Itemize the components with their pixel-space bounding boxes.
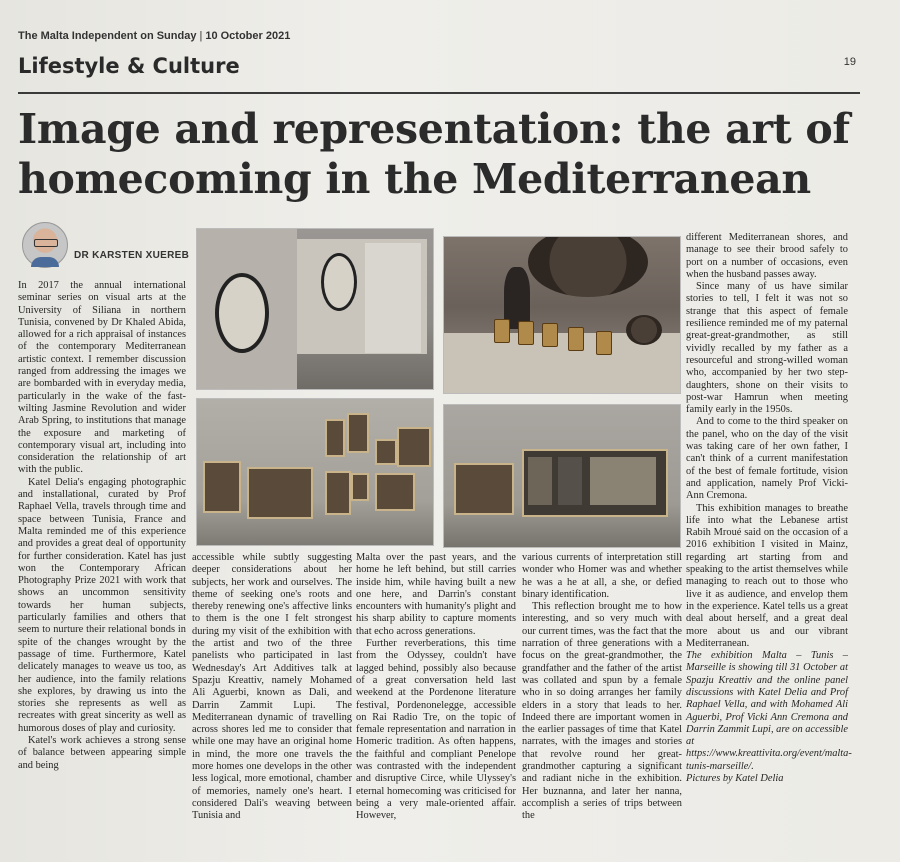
glasses-icon	[34, 239, 58, 247]
masthead	[18, 30, 290, 42]
publication-date: 10 October 2021	[205, 30, 291, 42]
picture-frame	[397, 427, 431, 467]
jar	[542, 323, 558, 347]
article-column-4	[522, 552, 682, 823]
paragraph: Since many of us have similar stories to tell, I felt it was not so strange that this aspect of female resilience reminded me of my paternal great-great-grandmother, as still vividly recalled by my father as a resourceful and strong-willed woman who, accompanied by her two step-daughters, shone on their visits to post-war Hamrun when meeting family early in the 1950s.	[686, 281, 848, 416]
mirror-frame	[215, 273, 269, 353]
section-title: Lifestyle & Culture	[18, 54, 240, 78]
picture-frame	[347, 413, 369, 453]
paragraph: Katel's work achieves a strong sense of balance between appearing simple and being	[18, 734, 186, 771]
paragraph: In 2017 the annual international seminar series on visual arts at the University of Siliana in northern Tunisia, convened by Dr Khaled Abida, allowed for a rich appraisal of instances of the contemporary Mediterranean artistic context. I remember discussion ranged from addressing the images we are bombarded with in everyday media, particularly in the wake of the fast-wilting Jasmine Revolution and wider Arab Spring, to institutions that manage the exposure and marketing of contemporary visual art, including into consideration the relationship of art with the public.	[18, 280, 186, 476]
paragraph: Malta over the past years, and the home he left behind, but still carries inside him, while having built a new one here, and Darrin's constant encounters with humanity's plight and his sharp ability to capture moments that echo across generations.	[356, 552, 516, 637]
byline	[22, 222, 192, 268]
author-name: DR KARSTEN XUEREB	[74, 250, 190, 261]
grinder	[626, 315, 662, 345]
photo-mirror-installation	[196, 228, 434, 390]
picture-frame	[351, 473, 369, 501]
picture-frame	[454, 463, 514, 515]
print-panel	[528, 457, 552, 505]
photo-jars-installation	[443, 236, 681, 394]
jar	[518, 321, 534, 345]
mirror-frame-small	[321, 253, 357, 311]
print-panel	[590, 457, 656, 505]
section-rule	[18, 92, 860, 94]
picture-frame	[375, 439, 397, 465]
article-column-2	[192, 552, 352, 823]
paragraph: This exhibition manages to breathe life into what the Lebanese artist Rabih Mroué said on the occasion of a 2016 exhibition I visited in Mainz, regarding art starting from and speaking to the artist themselves while managing to reach out to those who live it as audience, and envelop them in the experience. Katel tells us a great deal about herself, and a great deal more about us and our vibrant Mediterranean.	[686, 502, 848, 649]
author-avatar	[22, 222, 68, 268]
article-column-1	[18, 280, 186, 772]
paragraph: different Mediterranean shores, and manage to see their brood safely to port on a number of occasions, even when the husband passes away.	[686, 232, 848, 280]
photo-framed-prints	[443, 404, 681, 548]
page-number: 19	[843, 56, 856, 68]
barrel	[528, 236, 648, 297]
jar	[596, 331, 612, 355]
paragraph: accessible while subtly suggesting deeper considerations about her subjects, her work and ourselves. The theme of seeking one's roots and thereby renewing one's affective links to them is the one I felt strongest during my visit of the exhibition with the artist and two of the three panelists who participated in last Wednesday's Art Additives talk at Spazju Kreattiv, namely Mohamed Ali Aguerbi, known as Dali, and Darrin Zammit Lupi. The Mediterranean dynamic of travelling across shores led me to consider that while one may have an original home in mind, the more one travels the more homes one develops in the other less logical, more emotional, chamber of memories, namely one's heart. I considered Dali's weaving between Tunisia and	[192, 552, 352, 822]
photo-credit: Pictures by Katel Delia	[686, 773, 784, 785]
article-column-3	[356, 552, 516, 823]
jar	[494, 319, 510, 343]
paragraph: Further reverberations, this time from the Odyssey, couldn't have lagged behind, possibly also because of a great conversation held last weekend at the Pordenone literature festival, Pordenonelegge, accessible on Rai Radio Tre, on the topic of female representation and narration in Homeric tradition. As often happens, the faithful and compliant Penelope was contrasted with the independent and disruptive Circe, while Ulyssey's eternal homecoming was criticised for being a very male-oriented affair. However,	[356, 638, 516, 822]
paragraph: This reflection brought me to how interesting, and so very much with our current times, was the fact that the narration of three generations with a focus on the great-grandmother, the grandfather and the father of the artist was collated and spun by a female who in so doing arranges her family elders in a story that leads to her. Indeed there are important women in the earlier passages of time that Katel narrates, with the images and stories that revolve round her great-grandmother capturing a significant and radiant niche in the exhibition. Her buznanna, and later her nanna, accomplish a series of trips between the	[522, 601, 682, 822]
print-panel	[558, 457, 582, 505]
paragraph: And to come to the third speaker on the panel, who on the day of the visit was taking care of her own father, I can't think of a current manifestation of the best of female fortitude, vision and application, namely Prof Vicki-Ann Cremona.	[686, 416, 848, 502]
masthead-separator: |	[199, 30, 203, 42]
picture-frame	[247, 467, 313, 519]
picture-frame	[375, 473, 415, 511]
picture-frame	[325, 471, 351, 515]
paragraph: various currents of interpretation still wonder who Homer was and whether he was a he at all, a she, or defied binary identification.	[522, 552, 682, 600]
picture-frame	[325, 419, 345, 457]
paragraph: Katel Delia's engaging photographic and installational, curated by Prof Raphael Vella, travels through time and space between Tunisia, France and Malta reminded me of this experience and provides a great deal of opportunity for further consideration. Katel has just won the Contemporary African Photography Prize 2021 with work that shows an uncommon sensitivity towards her human subjects, particularly families and others that seem to nurture their relational bonds in spite of the changes wrought by the passage of time. Furthermore, Katel delicately manages to weave us too, as her audience, into the family relations she explores, by drawing us into the stories she represents as well as recreates with great sincerity as well as humorous doses of play and curiosity.	[18, 476, 186, 734]
article-column-5	[686, 232, 852, 785]
picture-frame	[203, 461, 241, 513]
doorway	[365, 243, 421, 353]
shirt-shape	[31, 257, 59, 267]
jar	[568, 327, 584, 351]
photo-gallery-wall	[196, 398, 434, 546]
newspaper-name: The Malta Independent on Sunday	[18, 30, 197, 42]
exhibition-info: The exhibition Malta – Tunis – Marseille is showing till 31 October at Spazju Kreattiv and the online panel discussions with Katel Delia and Prof Raphael Vella, and with Mohamed Ali Aguerbi, Prof Vicki Ann Cremona and Darrin Zammit Lupi, are on accessible at https://www.kreattivita.org/event/malta-tunis-marseille/.	[686, 650, 852, 772]
headline: Image and representation: the art of homecoming in the Mediterranean	[18, 105, 850, 203]
